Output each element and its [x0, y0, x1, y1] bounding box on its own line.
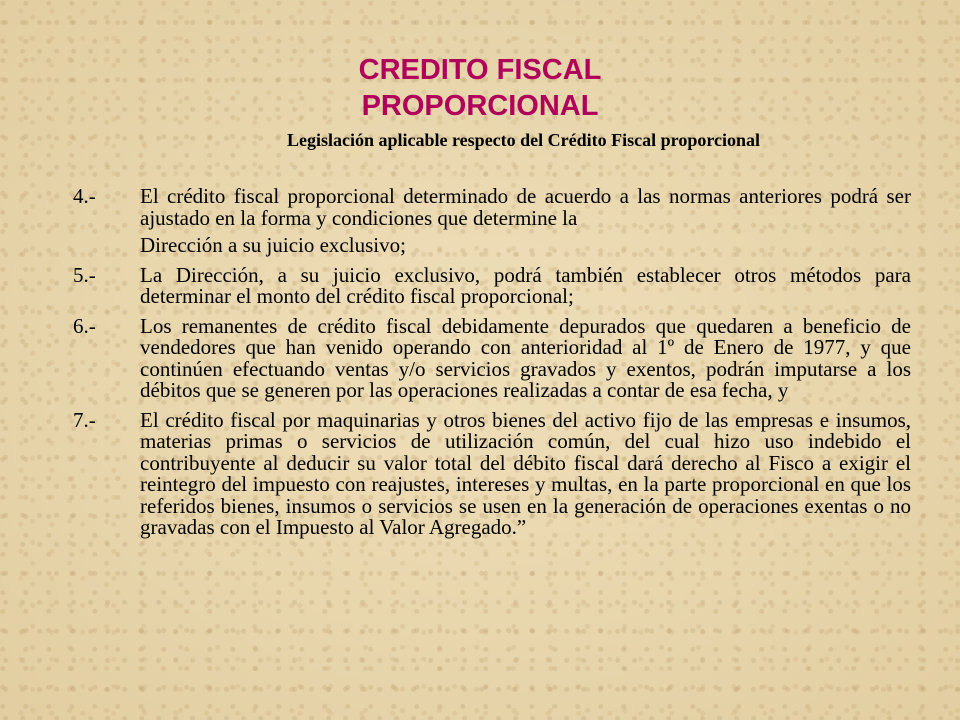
slide-subtitle-text: Legislación aplicable respecto del Crédito Fiscal proporcional	[287, 130, 760, 150]
slide-title-line-2: PROPORCIONAL	[361, 90, 599, 122]
list-item-text: Los remanentes de crédito fiscal debidamente depurados que quedaren a beneficio de vendedores que han venido operando con anterioridad al 1º de Enero de 1977, y que continúen efectuando ventas y/o servicios gravados y exentos, podrán imputarse a los débitos que se generen por las operaciones realizadas a contar de esa fecha, y	[140, 313, 911, 402]
list-item-5	[73, 262, 911, 308]
list-item-text: El crédito fiscal por maquinarias y otros bienes del activo fijo de las empresas e insumos, materias primas o servicios de utilización común, del cual hizo uso indebido el contribuyente al deducir su valor total del débito fiscal dará derecho al Fisco a exigir el reintegro del impuesto con reajustes, intereses y multas, en la parte proporcional en que los referidos bienes, insumos o servicios se usen en la generación de operaciones exentas o no gravadas con el Impuesto al Valor Agregado.”	[140, 407, 911, 539]
list-item-number: 4.-	[73, 184, 96, 208]
numbered-list	[73, 186, 911, 547]
list-item-4	[73, 186, 911, 257]
list-item-text	[140, 186, 911, 257]
list-item-number: 7.-	[73, 407, 96, 432]
list-item-6	[73, 313, 911, 402]
list-item-text-part-b: Dirección a su juicio exclusivo;	[140, 233, 406, 257]
list-item-text-part-a: El crédito fiscal proporcional determinado de acuerdo a las normas anteriores podrá ser ajustado en la forma y condiciones que determine la	[140, 184, 911, 230]
list-item-number: 6.-	[73, 313, 96, 338]
list-item-7	[73, 407, 911, 539]
list-item-text: La Dirección, a su juicio exclusivo, podrá también establecer otros métodos para determinar el monto del crédito fiscal proporcional;	[140, 262, 911, 308]
slide-title-line-1: CREDITO FISCAL	[358, 54, 602, 86]
slide-subtitle	[0, 128, 876, 152]
list-item-number: 5.-	[73, 262, 96, 287]
